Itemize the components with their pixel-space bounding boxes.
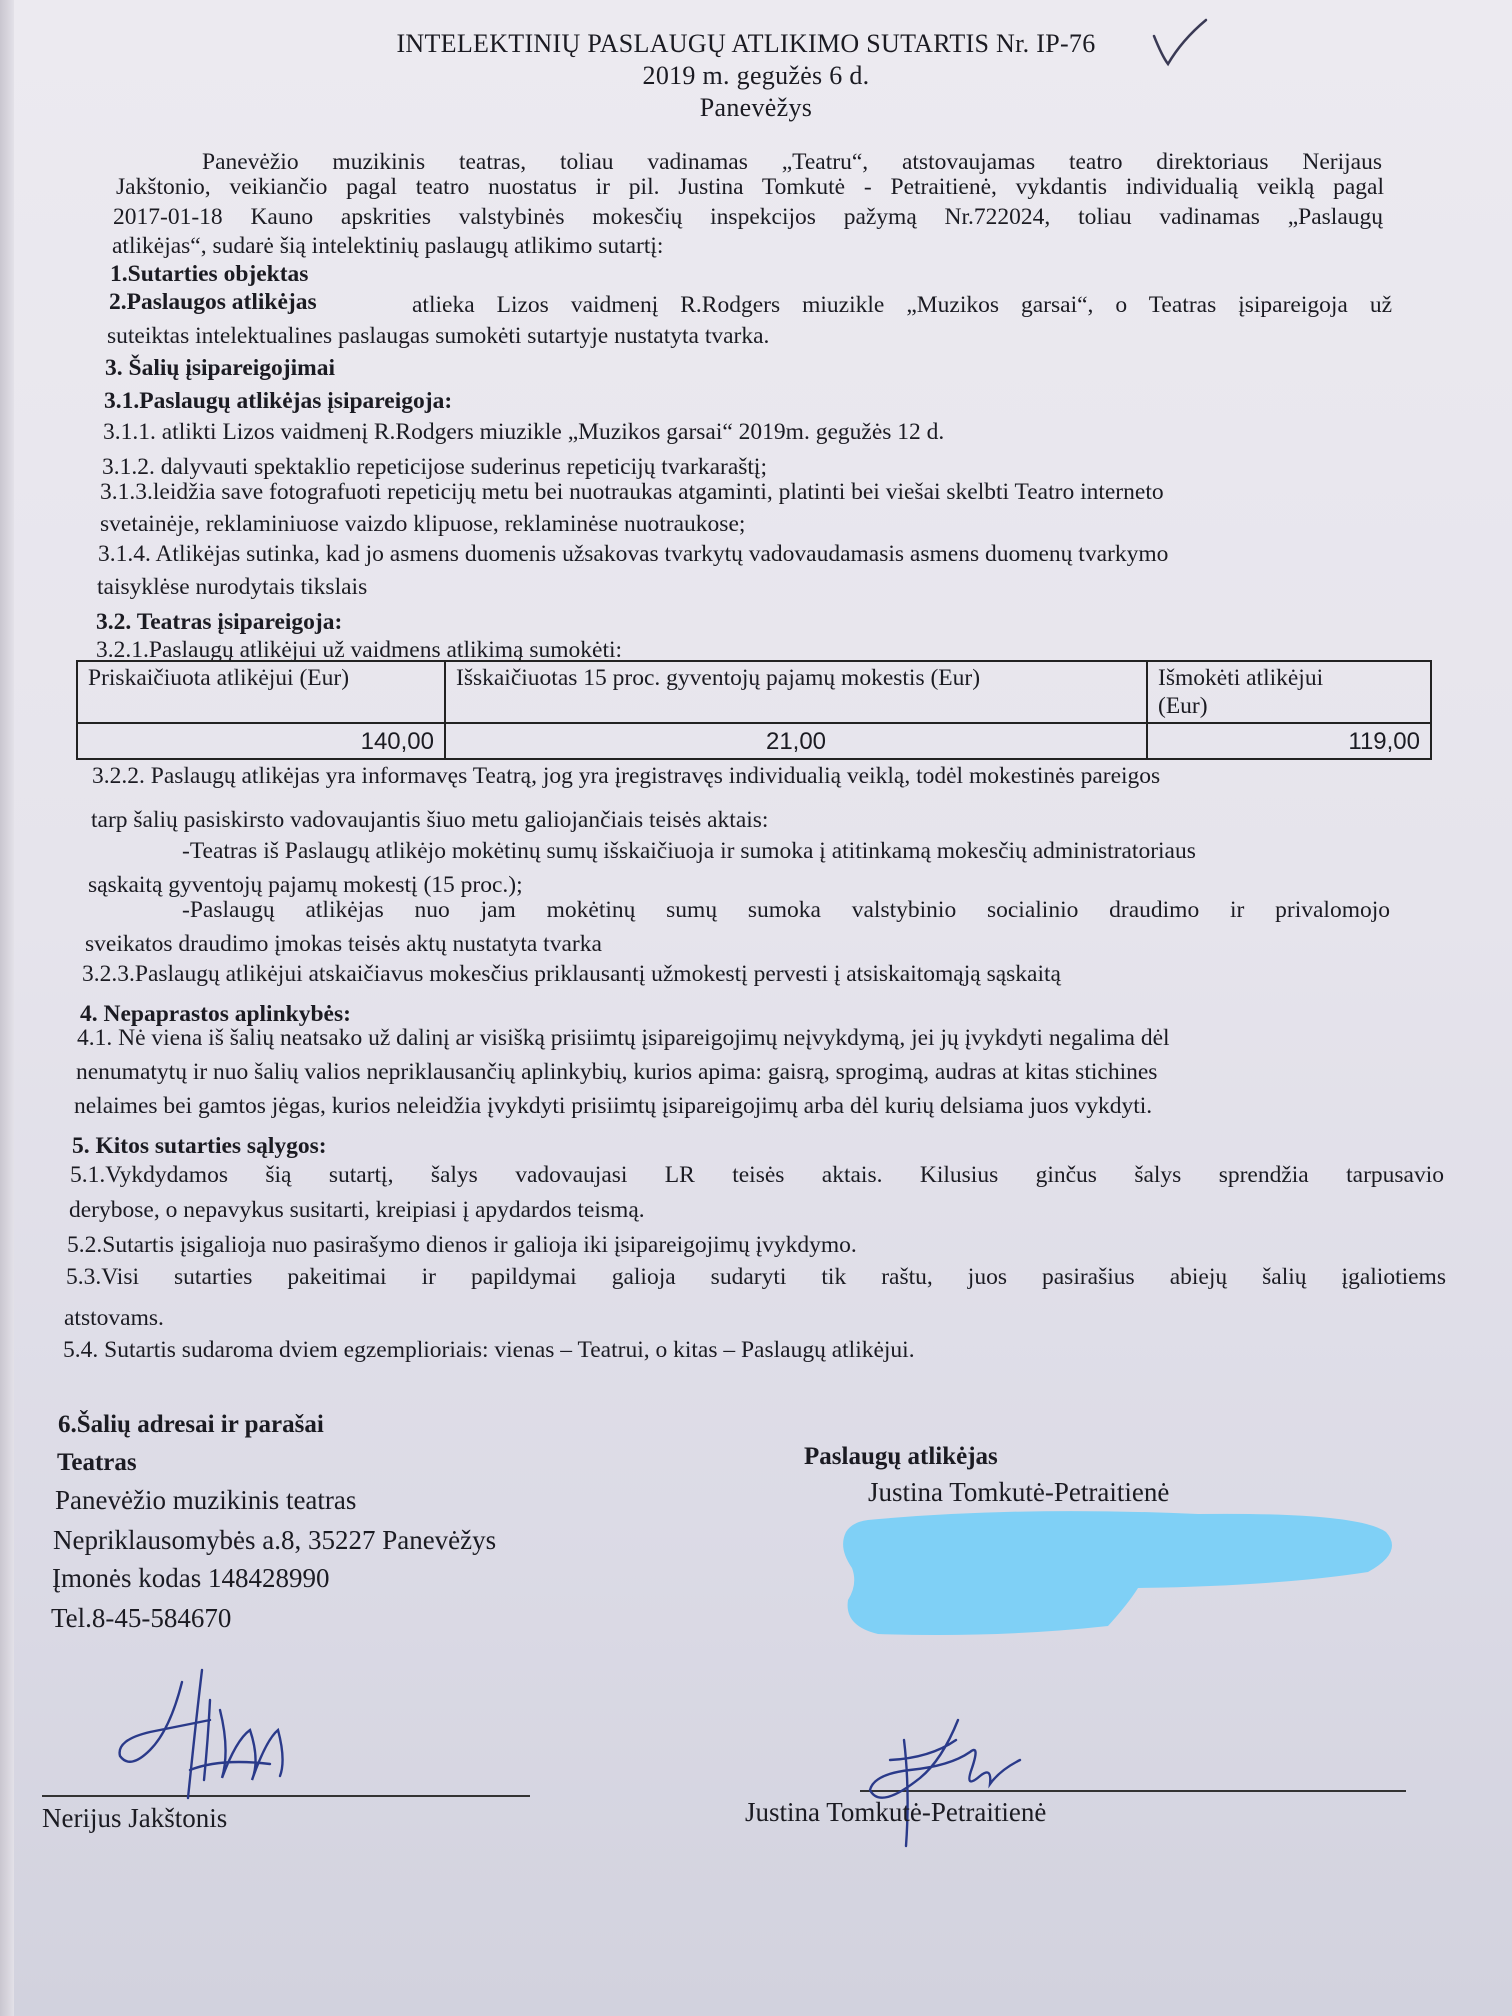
theatre-name: Panevėžio muzikinis teatras: [55, 1485, 357, 1515]
clause-3-2-1: 3.2.1.Paslaugų atlikėjui už vaidmens atlikimą sumokėti:: [96, 637, 623, 663]
section-4-heading: 4. Nepaprastos aplinkybės:: [80, 1001, 351, 1027]
document-city: Panevėžys: [699, 93, 813, 122]
section-3-2-heading: 3.2. Teatras įsipareigoja:: [96, 609, 343, 635]
section-2-line-1: atlieka Lizos vaidmenį R.Rodgers miuzikle „Muzikos garsai“, o Teatras įsipareigoja už: [412, 292, 1392, 318]
intro-line-2: Jakštonio, veikiančio pagal teatro nuostatus ir pil. Justina Tomkutė - Petraitienė, vykdantis individualią veiklą pagal: [116, 174, 1384, 200]
table-cell-accrued: 140,00: [77, 723, 445, 759]
clause-3-2-2-item-a-line-1: -Teatras iš Paslaugų atlikėjo mokėtinų sumų išskaičiuoja ir sumoka į atitinkamą mokesčių administratoriaus: [182, 838, 1196, 864]
theatre-address: Nepriklausomybės a.8, 35227 Panevėžys: [53, 1525, 497, 1555]
table-header-text: (Eur): [1158, 693, 1208, 719]
signatory-left-name: Nerijus Jakštonis: [42, 1803, 228, 1833]
table-row: [77, 723, 1431, 759]
clause-3-2-2-line-2: tarp šalių pasiskirsto vadovaujantis šiuo metu galiojančiais teisės aktais:: [91, 807, 769, 833]
clause-3-2-2-item-b-line-2: sveikatos draudimo įmokas teisės aktų nustatyta tvarka: [85, 931, 602, 957]
table-header-text: Išmokėti atlikėjui: [1158, 665, 1324, 691]
clause-5-2: 5.2.Sutartis įsigalioja nuo pasirašymo dienos ir galioja iki įsipareigojimų įvykdymo.: [67, 1232, 857, 1258]
clause-3-1-4-line-1: 3.1.4. Atlikėjas sutinka, kad jo asmens duomenis užsakovas tvarkytų vadovaudamasis asmens duomenų tvarkymo: [98, 541, 1169, 567]
page-edge-shadow: [0, 0, 14, 2016]
clause-3-2-2-item-a-line-2: sąskaitą gyventojų pajamų mokestį (15 proc.);: [88, 872, 523, 898]
clause-5-3-line-1: 5.3.Visi sutarties pakeitimai ir papildymai galioja sudaryti tik raštu, juos pasirašius abiejų šalių įgaliotiems: [66, 1264, 1446, 1290]
performer-label: Paslaugų atlikėjas: [804, 1443, 998, 1470]
table-header-cell: Priskaičiuota atlikėjui (Eur): [77, 661, 445, 723]
clause-3-1-3-line-2: svetainėje, reklaminiuose vaizdo klipuose, reklaminėse nuotraukose;: [100, 511, 746, 537]
clause-3-1-1: 3.1.1. atlikti Lizos vaidmenį R.Rodgers miuzikle „Muzikos garsai“ 2019m. gegužės 12 d.: [103, 419, 945, 445]
section-2-line-2: suteiktas intelektualines paslaugas sumokėti sutartyje nustatyta tvarka.: [107, 323, 770, 349]
clause-3-2-2-item-b-line-1: -Paslaugų atlikėjas nuo jam mokėtinų sumų sumoka valstybinio socialinio draudimo ir privalomojo: [182, 897, 1390, 923]
signature-right: [860, 1700, 1030, 1850]
document-date: 2019 m. gegužės 6 d.: [642, 61, 870, 90]
clause-4-1-line-2: nenumatytų ir nuo šalių valios nepriklausančių aplinkybių, kurios apima: gaisrą, sprogimą, audras at kitas stichines: [76, 1059, 1158, 1085]
section-3-heading: 3. Šalių įsipareigojimai: [105, 355, 336, 381]
theatre-company-code: Įmonės kodas 148428990: [52, 1563, 330, 1593]
table-header-row: [77, 661, 1431, 723]
section-2-heading: 2.Paslaugos atlikėjas: [109, 289, 317, 315]
clause-3-1-2: 3.1.2. dalyvauti spektaklio repeticijose suderinus repeticijų tvarkaraštį;: [102, 454, 767, 480]
theatre-label: Teatras: [57, 1449, 137, 1476]
document-title: INTELEKTINIŲ PASLAUGŲ ATLIKIMO SUTARTIS Nr. IP-76: [396, 29, 1096, 58]
intro-line-3: 2017-01-18 Kauno apskrities valstybinės mokesčių inspekcijos pažymą Nr.722024, toliau vadinamas „Paslaugų: [113, 204, 1383, 230]
section-6-heading: 6.Šalių adresai ir parašai: [58, 1411, 324, 1438]
clause-3-2-2-line-1: 3.2.2. Paslaugų atlikėjas yra informavęs Teatrą, jog yra įregistravęs individualią veiklą, todėl mokestinės pareigos: [92, 763, 1161, 789]
section-5-heading: 5. Kitos sutarties sąlygos:: [72, 1133, 327, 1159]
redaction-mark: [838, 1508, 1398, 1638]
table-header-cell: [1147, 661, 1431, 723]
payment-table: [76, 660, 1432, 760]
theatre-phone: Tel.8-45-584670: [51, 1603, 232, 1633]
clause-5-1-line-1: 5.1.Vykdydamos šią sutartį, šalys vadovaujasi LR teisės aktais. Kilusius ginčus šalys sprendžia tarpusavio: [70, 1162, 1444, 1188]
signatory-right-name: Justina Tomkutė-Petraitienė: [745, 1797, 1047, 1827]
intro-line-4: atlikėjas“, sudarė šią intelektinių paslaugų atlikimo sutartį:: [112, 233, 664, 259]
document-header: [0, 28, 1512, 124]
clause-5-3-line-2: atstovams.: [64, 1305, 164, 1331]
signature-left: [110, 1660, 300, 1810]
table-header-cell: Išskaičiuotas 15 proc. gyventojų pajamų mokestis (Eur): [445, 661, 1147, 723]
table-cell-tax: 21,00: [445, 723, 1147, 759]
section-1-heading: 1.Sutarties objektas: [110, 261, 309, 287]
clause-5-1-line-2: derybose, o nepavykus susitarti, kreipiasi į apydardos teismą.: [69, 1197, 645, 1223]
clause-5-4: 5.4. Sutartis sudaroma dviem egzemplioriais: vienas – Teatrui, o kitas – Paslaugų atlikėjui.: [63, 1337, 915, 1363]
table-cell-payout: 119,00: [1147, 723, 1431, 759]
intro-line-1: Panevėžio muzikinis teatras, toliau vadinamas „Teatru“, atstovaujamas teatro direktoriaus Nerijaus: [202, 149, 1382, 175]
performer-name: Justina Tomkutė-Petraitienė: [868, 1477, 1170, 1507]
clause-3-1-4-line-2: taisyklėse nurodytais tikslais: [97, 574, 368, 600]
clause-3-1-3-line-1: 3.1.3.leidžia save fotografuoti repeticijų metu bei nuotraukas atgaminti, platinti bei viešai skelbti Teatro interneto: [100, 479, 1164, 505]
clause-4-1-line-3: nelaimes bei gamtos jėgas, kurios neleidžia įvykdyti prisiimtų įsipareigojimų arba dėl kurių delsiama juos vykdyti.: [74, 1093, 1153, 1119]
clause-4-1-line-1: 4.1. Nė viena iš šalių neatsako už dalinį ar visišką prisiimtų įsipareigojimų neįvykdymą, jei jų įvykdyti negalima dėl: [77, 1025, 1170, 1051]
clause-3-2-3: 3.2.3.Paslaugų atlikėjui atskaičiavus mokesčius priklausantį užmokestį pervesti į atsiskaitomąją sąskaitą: [82, 961, 1061, 987]
section-3-1-heading: 3.1.Paslaugų atlikėjas įsipareigoja:: [104, 388, 453, 414]
